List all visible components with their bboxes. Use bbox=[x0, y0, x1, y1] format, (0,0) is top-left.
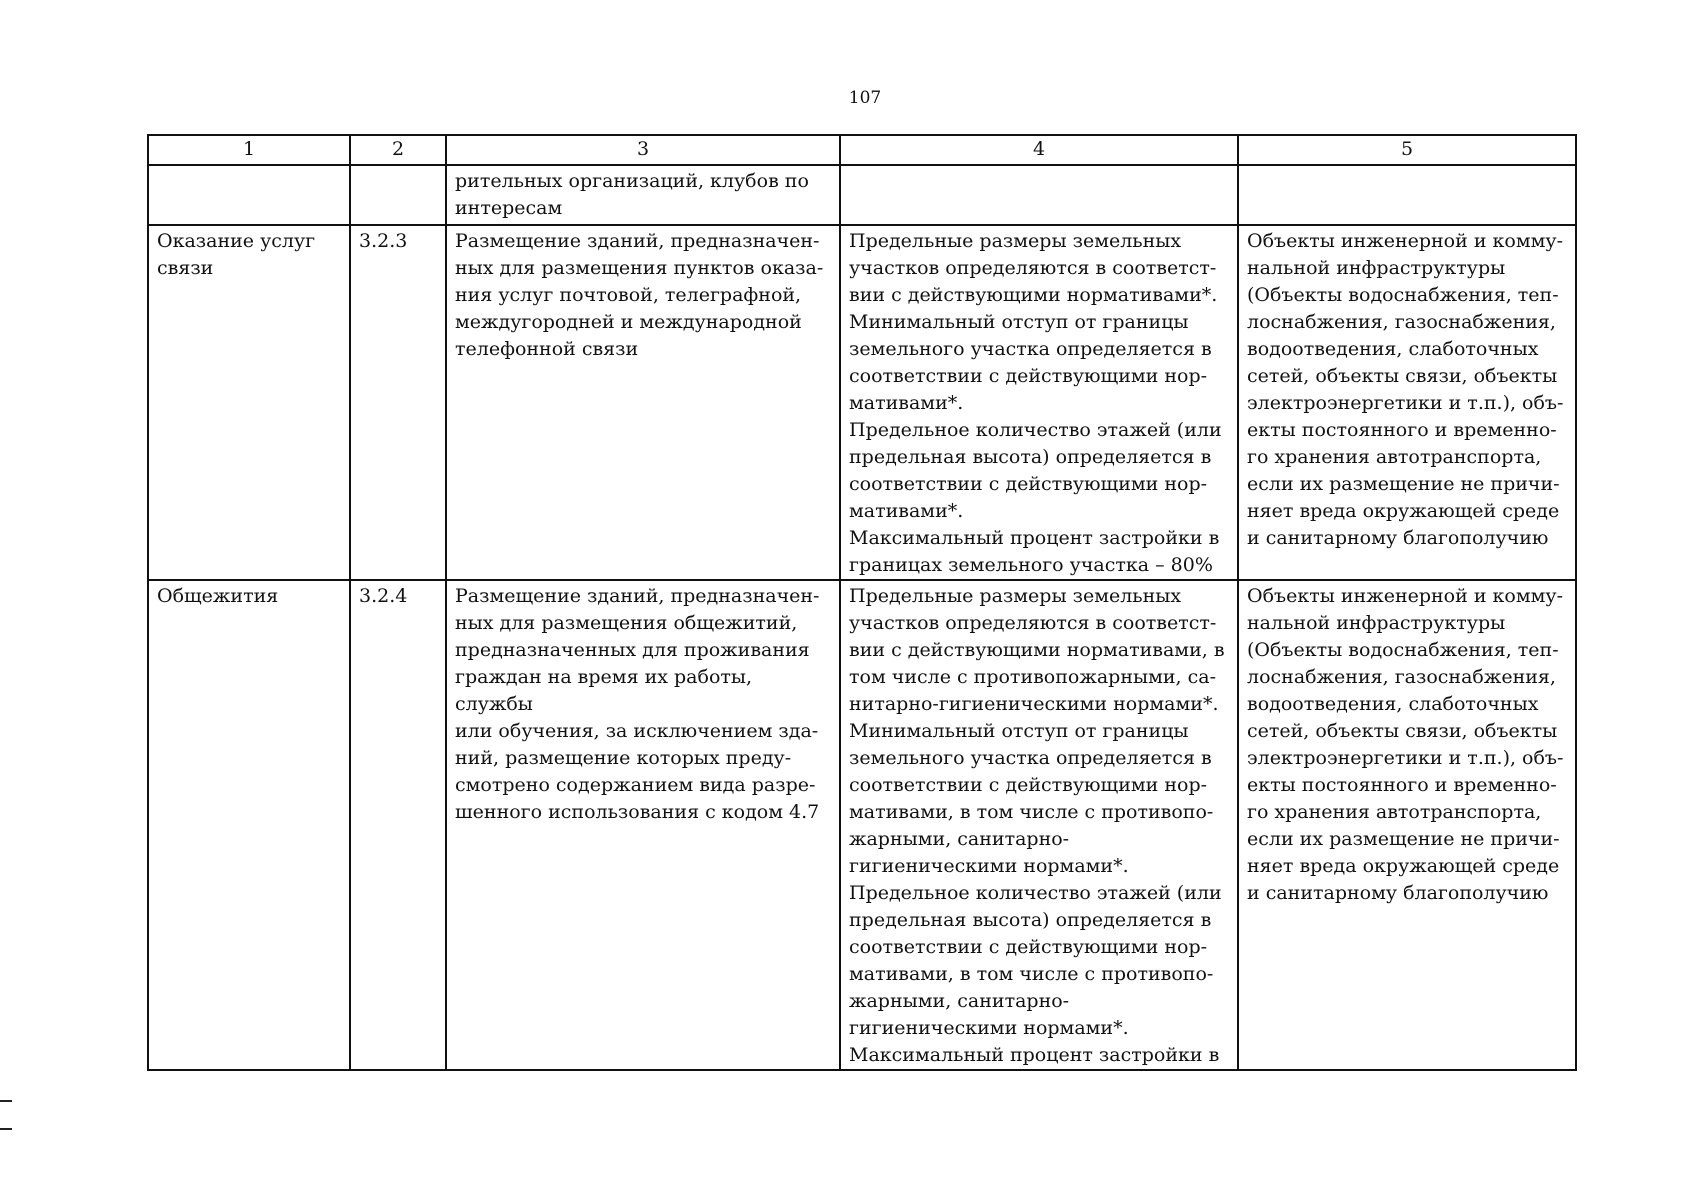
cell-description bbox=[446, 225, 840, 580]
margin-mark bbox=[0, 1128, 12, 1130]
cell-auxiliary bbox=[1238, 165, 1576, 225]
table-row bbox=[148, 165, 1576, 225]
cell-text: Предельные размеры земельных участков определяются в соответст- вии с действующими нормативами*. Минимальный отступ от границы земельного участка определяется в соответствии с действующими нор- мативами*. Предельное количество этажей (или предельная высота) определяется в соответствии с действующими нор- мативами*. Максимальный процент застройки в границах земельного участка – 80% bbox=[849, 230, 1222, 576]
cell-code bbox=[350, 225, 446, 580]
cell-text: 3.2.3 bbox=[359, 230, 408, 252]
cell-auxiliary bbox=[1238, 225, 1576, 580]
cell-parameters bbox=[840, 225, 1238, 580]
cell-code bbox=[350, 580, 446, 1070]
cell-text: Размещение зданий, предназначен- ных для размещения пунктов оказа- ния услуг почтовой, телеграфной, междугородней и международной телефонной связи bbox=[455, 230, 824, 360]
cell-text: Объекты инженерной и комму- нальной инфраструктуры (Объекты водоснабжения, теп- лоснабжения, газоснабжения, водоотведения, слаботочных сетей, объекты связи, объекты электроэнергетики и т.п.), объ- екты постоянного и временно- го хранения автотранспорта, если их размещение не причи- няет вреда окружающей среде и санитарному благополучию bbox=[1247, 230, 1564, 549]
cell-text: 3.2.4 bbox=[359, 585, 408, 607]
cell-name bbox=[148, 165, 350, 225]
table-row bbox=[148, 225, 1576, 580]
page-number: 107 bbox=[848, 88, 882, 108]
cell-text: рительных организаций, клубов по интересам bbox=[455, 170, 809, 219]
margin-mark bbox=[0, 1100, 12, 1102]
cell-code bbox=[350, 165, 446, 225]
cell-text: Предельные размеры земельных участков определяются в соответст- вии с действующими нормативами, в том числе с противопожарными, са- нитарно-гигиеническими нормами*. Минимальный отступ от границы земельного участка определяется в соответствии с действующими нор- мативами, в том числе с противопо- жарными, санитарно- гигиеническими нормами*. Предельное количество этажей (или предельная высота) определяется в соответствии с действующими нор- мативами, в том числе с противопо- жарными, санитарно- гигиеническими нормами*. Максимальный процент застройки в bbox=[849, 585, 1225, 1066]
cell-text: Объекты инженерной и комму- нальной инфраструктуры (Объекты водоснабжения, теп- лоснабжения, газоснабжения, водоотведения, слаботочных сетей, объекты связи, объекты электроэнергетики и т.п.), объ- екты постоянного и временно- го хранения автотранспорта, если их размещение не причи- няет вреда окружающей среде и санитарному благополучию bbox=[1247, 585, 1564, 904]
cell-parameters bbox=[840, 580, 1238, 1070]
header-col-3: 3 bbox=[446, 135, 840, 165]
header-col-2: 2 bbox=[350, 135, 446, 165]
cell-description bbox=[446, 580, 840, 1070]
header-col-5: 5 bbox=[1238, 135, 1576, 165]
cell-name bbox=[148, 580, 350, 1070]
header-row bbox=[148, 135, 1576, 165]
cell-auxiliary bbox=[1238, 580, 1576, 1070]
cell-name bbox=[148, 225, 350, 580]
cell-parameters bbox=[840, 165, 1238, 225]
table-row bbox=[148, 580, 1576, 1070]
cell-text: Размещение зданий, предназначен- ных для размещения общежитий, предназначенных для проживания граждан на время их работы, службы или обучения, за исключением зда- ний, размещение которых преду- смотрено содержанием вида разре- шенного использования с кодом 4.7 bbox=[455, 585, 820, 823]
cell-text: Оказание услуг связи bbox=[157, 230, 316, 279]
cell-text: Общежития bbox=[157, 585, 279, 607]
land-use-table bbox=[147, 134, 1577, 1071]
header-col-1: 1 bbox=[148, 135, 350, 165]
cell-description bbox=[446, 165, 840, 225]
header-col-4: 4 bbox=[840, 135, 1238, 165]
